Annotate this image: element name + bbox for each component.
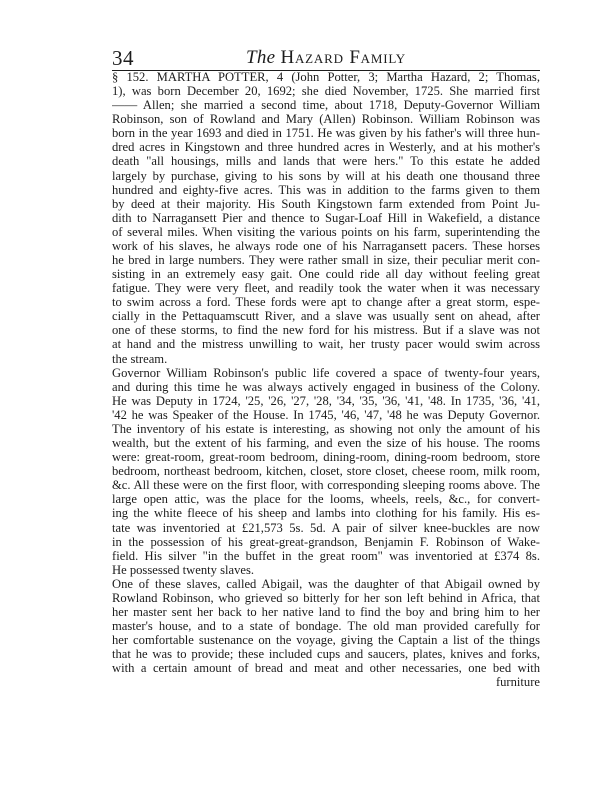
text-line: Governor William Robinson's public life covered a space of twenty-four years, xyxy=(112,365,540,380)
running-head xyxy=(112,46,540,70)
text-line: wealth, but the extent of his farming, and even the size of his house. The rooms xyxy=(112,436,540,451)
text-line: The inventory of his estate is interesting, as showing not only the amount of his xyxy=(112,421,540,436)
text-line: largely by purchase, giving to his sons by will at his death one thousand three xyxy=(112,168,540,183)
text-line: of several miles. When visiting the various points on his farm, superintending the xyxy=(112,224,540,239)
text-line: fatigue. They were very fleet, and readily took the water when it was necessary xyxy=(112,281,540,296)
text-line: He was Deputy in 1724, '25, '26, '27, '28, '34, '35, '36, '41, '48. In 1735, '36, '41, xyxy=(112,393,540,408)
text-line: dred acres in Kingstown and three hundred acres in Westerly, and at his mother's xyxy=(112,140,540,155)
text-line: large open attic, was the place for the looms, wheels, reels, &c., for convert- xyxy=(112,492,540,507)
page-number: 34 xyxy=(112,46,134,70)
text-line: hundred and eighty-five acres. This was in addition to the farms given to them xyxy=(112,182,540,197)
text-line: the stream. xyxy=(112,351,168,366)
text-line: death "all housings, mills and lands that were hers." To this estate he added xyxy=(112,154,540,169)
text-line: with a certain amount of bread and meat and other necessaries, one bed with xyxy=(112,661,540,676)
text-line: her comfortable sustenance on the voyage, giving the Captain a list of the things xyxy=(112,633,540,648)
text-line: tate was inventoried at £21,573 5s. 5d. A pair of silver knee-buckles are now xyxy=(112,520,540,535)
text-line: sisting in an extremely easy gait. One could ride all day without feeling great xyxy=(112,267,540,282)
text-line: ing the white fleece of his sheep and lambs into clothing for his family. His es- xyxy=(112,506,540,521)
text-line: that he was to provide; these included cups and saucers, plates, knives and forks, xyxy=(112,647,540,662)
text-line: to swim across a ford. These fords were apt to change after a great storm, espe- xyxy=(112,295,540,310)
text-line: her master sent her back to her native land to find the boy and bring him to her xyxy=(112,604,540,619)
text-line: work of his slaves, he always rode one of his Narragansett pacers. These horses xyxy=(112,238,540,253)
body-text xyxy=(112,70,540,689)
text-line: one of these storms, to find the new ford for his mistress. But if a slave was not xyxy=(112,323,540,338)
text-line: by deed at their majority. His South Kingstown farm extended from Point Ju- xyxy=(112,196,540,211)
text-line: cially in the Pettaquamscutt River, and a slave was usually sent on ahead, after xyxy=(112,309,540,324)
text-line: dith to Narragansett Pier and thence to Sugar-Loaf Hill in Wakefield, a distance xyxy=(112,210,540,225)
text-line: he bred in large numbers. They were rather small in size, their peculiar merit con- xyxy=(112,253,540,268)
catchword: furniture xyxy=(495,675,540,690)
text-line: and during this time he was always actively engaged in business of the Colony. xyxy=(112,379,540,394)
text-line: He possessed twenty slaves. xyxy=(112,562,255,577)
text-line: '42 he was Speaker of the House. In 1745, '46, '47, '48 he was Deputy Governor. xyxy=(112,407,540,422)
book-page xyxy=(112,46,540,696)
text-line: Robinson, son of Rowland and Mary (Allen) Robinson. William Robinson was xyxy=(112,112,540,127)
text-line: born in the year 1693 and died in 1751. He was given by his father's will three hun- xyxy=(112,126,540,141)
running-title xyxy=(112,47,540,69)
text-line: &c. All these were on the first floor, with corresponding sleeping rooms above. The xyxy=(112,478,540,493)
text-line: Rowland Robinson, who grieved so bitterly for her son left behind in Africa, that xyxy=(112,590,540,605)
text-line: —— Allen; she married a second time, about 1718, Deputy-Governor William xyxy=(112,98,540,113)
text-line: 1), was born December 20, 1692; she died November, 1725. She married first xyxy=(112,84,540,99)
text-line: at hand and the mistress unwilling to wait, her trusty pacer would swim across xyxy=(112,337,540,352)
text-line: bedroom, northeast bedroom, kitchen, closet, store closet, cheese room, milk room, xyxy=(112,464,540,479)
text-line: master's house, and to a state of bondage. The old man provided carefully for xyxy=(112,619,540,634)
text-line: in the possession of his great-great-grandson, Benjamin F. Robinson of Wake- xyxy=(112,534,540,549)
running-title-article: The xyxy=(246,47,276,68)
running-title-rest: Hazard Family xyxy=(280,47,406,68)
text-line: field. His silver "in the buffet in the great room" was inventoried at £374 8s. xyxy=(112,548,540,563)
text-line: were: great-room, great-room bedroom, dining-room, dining-room bedroom, store xyxy=(112,450,540,465)
text-line: § 152. MARTHA POTTER, 4 (John Potter, 3; Martha Hazard, 2; Thomas, xyxy=(112,70,540,84)
text-line: One of these slaves, called Abigail, was the daughter of that Abigail owned by xyxy=(112,576,540,591)
